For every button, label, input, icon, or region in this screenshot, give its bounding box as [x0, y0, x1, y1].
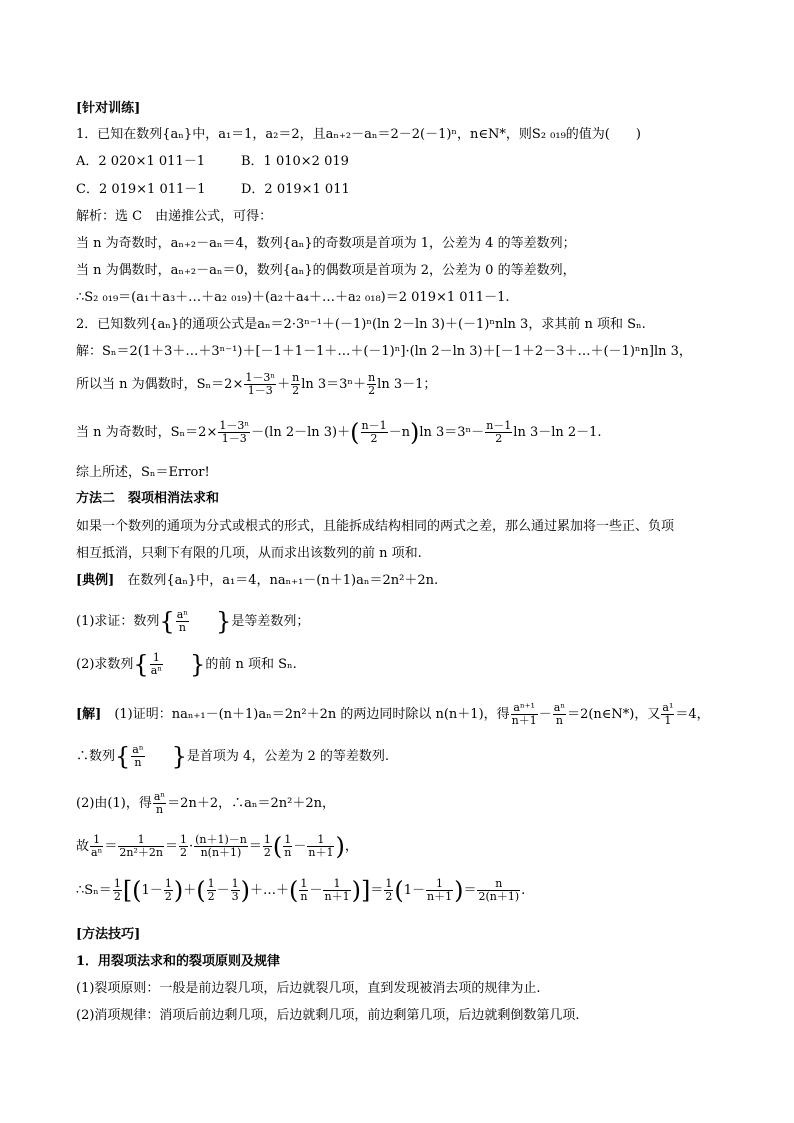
tips-subtitle: 1．用裂项法求和的裂项原则及规律 — [76, 954, 281, 969]
q2-summary: 综上所述，Sₙ＝Error! — [76, 465, 210, 480]
q1-solution-line: ∴S₂ ₀₁₉＝(a₁＋a₃＋…＋a₂ ₀₁₉)＋(a₂＋a₄＋…＋a₂ ₀₁₈)＝2 019×1 011－1. — [76, 290, 510, 305]
fraction: $\frac{n}{2}$ — [292, 371, 300, 397]
q1-option-a: A．2 020×1 011－1 — [76, 154, 205, 169]
fraction: $\frac{1}{2}$ — [164, 877, 172, 903]
q1-stem: 1．已知在数列{aₙ}中，a₁＝1，a₂＝2，且aₙ₊₂－aₙ＝2－2(－1)ⁿ，n∈N*，则S₂ ₀₁₉的值为( ) — [76, 127, 641, 142]
fraction: $\frac{1}{n}$ — [284, 833, 292, 859]
tips-title: [方法技巧] — [76, 927, 141, 942]
q1-solution-line: 解析：选 C 由递推公式，可得： — [76, 209, 273, 224]
q1-option-c: C．2 019×1 011－1 — [76, 182, 206, 197]
q2-even-case: 所以当 n 为偶数时，Sₙ＝2× $\frac{\text{1－3ⁿ}}{1-3}$ ＋ $\frac{n}{2}$ ln 3＝3ⁿ＋ $\frac{n}{2}$ ln 3－1； — [76, 371, 437, 397]
fraction: $\frac{\text{aⁿ}}{n}$ — [176, 608, 189, 634]
q2-odd-case: 当 n 为奇数时，Sₙ＝2× $\frac{\text{1－3ⁿ}}{1-3}$ －(ln 2－ln 3)＋( $\frac{n-1}{2}$ －n)ln 3＝3ⁿ－ $\frac{n-1}{2}$ ln 3－ln 2－1. — [76, 418, 602, 447]
training-title: [针对训练] — [76, 101, 141, 116]
example-stem: [典例] 在数列{aₙ}中，a₁＝4，naₙ₊₁－(n＋1)aₙ＝2n²＋2n. — [76, 573, 439, 588]
example-solution-3: (2)由(1)，得 $\frac{\text{aⁿ}}{n}$ ＝2n＋2，∴aₙ＝2n²＋2n， — [76, 790, 335, 816]
example-part-2: (2)求数列{ $\frac{1}{\text{aⁿ}}$ }的前 n 项和 Sₙ. — [76, 650, 297, 679]
q1-solution-line: 当 n 为偶数时，aₙ₊₂－aₙ＝0，数列{aₙ}的偶数项是首项为 2，公差为 0 的等差数列， — [76, 263, 576, 278]
fraction: $\frac{1}{3}$ — [231, 877, 239, 903]
fraction: $\frac{1}{n+1}$ — [324, 877, 350, 903]
example-solution-2: ∴数列{ $\frac{\text{aⁿ}}{n}$ }是首项为 4，公差为 2 的等差数列. — [76, 742, 389, 771]
q1-option-d: D．2 019×1 011 — [241, 182, 350, 197]
fraction: $\frac{\text{aⁿ⁺¹}}{n+1}$ — [511, 701, 537, 727]
fraction: $\frac{1}{2}$ — [263, 833, 271, 859]
q2-solution-line: 解：Sₙ＝2(1＋3＋…＋3ⁿ⁻¹)＋[－1＋1－1＋…＋(－1)ⁿ]·(ln 2－ln 3)＋[－1＋2－3＋…＋(－1)ⁿn]ln 3， — [76, 344, 692, 359]
fraction: $\frac{n-1}{2}$ — [486, 419, 512, 445]
fraction: $\frac{1}{n}$ — [300, 877, 308, 903]
fraction: $\frac{1}{\text{2n²＋2n}}$ — [119, 833, 163, 859]
fraction: $\frac{1}{2}$ — [207, 877, 215, 903]
fraction: $\frac{n-1}{2}$ — [361, 419, 387, 445]
fraction: $\frac{n}{2(n+1)}$ — [478, 877, 520, 903]
fraction: $\frac{n}{2}$ — [368, 371, 376, 397]
fraction: $\frac{\text{1－3ⁿ}}{1-3}$ — [245, 371, 276, 397]
method2-description: 相互抵消，只剩下有限的几项，从而求出该数列的前 n 项和. — [76, 546, 422, 561]
example-solution-4: 故 $\frac{1}{\text{aⁿ}}$ ＝ $\frac{1}{\text{2n²＋2n}}$ ＝ $\frac{1}{2}$ · $\frac{(n+1)-n}{n(n+1)}$ ＝ $\frac{1}{2}$ ( $\frac{1}{n}$ － $\frac{1}{n+1}$ )， — [76, 832, 358, 861]
example-solution-1: [解] (1)证明：naₙ₊₁－(n＋1)aₙ＝2n²＋2n 的两边同时除以 n(n＋1)，得 $\frac{\text{aⁿ⁺¹}}{n+1}$ － $\frac{\text{aⁿ}}{n}$ ＝2(n∈N*)，又 $\frac{\text{a¹}}{1}$ ＝4， — [76, 701, 710, 727]
fraction: $\frac{1}{\text{aⁿ}}$ — [150, 651, 163, 677]
q2-stem: 2．已知数列{aₙ}的通项公式是aₙ＝2·3ⁿ⁻¹＋(－1)ⁿ(ln 2－ln 3)＋(－1)ⁿnln 3，求其前 n 项和 Sₙ. — [76, 317, 646, 332]
fraction: $\frac{(n+1)-n}{n(n+1)}$ — [195, 833, 247, 859]
fraction: $\frac{\text{1－3ⁿ}}{1-3}$ — [219, 419, 250, 445]
method2-description: 如果一个数列的通项为分式或根式的形式，且能拆成结构相同的两式之差，那么通过累加将一些正、负项 — [76, 519, 675, 534]
tips-rule: (1)裂项原则：一般是前边裂几项，后边就裂几项，直到发现被消去项的规律为止. — [76, 981, 541, 996]
fraction: $\frac{\text{aⁿ}}{n}$ — [153, 790, 166, 816]
fraction: $\frac{\text{aⁿ}}{n}$ — [553, 701, 566, 727]
fraction: $\frac{\text{aⁿ}}{n}$ — [132, 743, 144, 769]
method2-title: 方法二 裂项相消法求和 — [76, 491, 220, 506]
tips-rule: (2)消项规律：消项后前边剩几项，后边就剩几项，前边剩第几项，后边就剩倒数第几项. — [76, 1008, 580, 1023]
example-solution-5: ∴Sₙ＝ $\frac{1}{2}$ [(1－ $\frac{1}{2}$ )＋( $\frac{1}{2}$ － $\frac{1}{3}$ )＋…＋( $\frac{1}{n}$ － $\frac{1}{n+1}$ )]＝ $\frac{1}{2}$ (1－ $\frac{1}{n+1}$ )＝ $\frac{n}{2(n+1)}$ . — [76, 876, 526, 905]
q1-solution-line: 当 n 为奇数时，aₙ₊₂－aₙ＝4，数列{aₙ}的奇数项是首项为 1，公差为 4 的等差数列； — [76, 236, 576, 251]
example-part-1: (1)求证：数列{ $\frac{\text{aⁿ}}{n}$ }是等差数列； — [76, 607, 310, 636]
fraction: $\frac{1}{\text{aⁿ}}$ — [91, 833, 103, 859]
fraction: $\frac{\text{a¹}}{1}$ — [662, 701, 674, 727]
fraction: $\frac{1}{n+1}$ — [426, 877, 453, 903]
fraction: $\frac{1}{2}$ — [179, 833, 187, 859]
fraction: $\frac{1}{n+1}$ — [308, 833, 334, 859]
q1-option-b: B．1 010×2 019 — [241, 154, 349, 169]
fraction: $\frac{1}{2}$ — [113, 877, 121, 903]
fraction: $\frac{1}{2}$ — [385, 877, 393, 903]
